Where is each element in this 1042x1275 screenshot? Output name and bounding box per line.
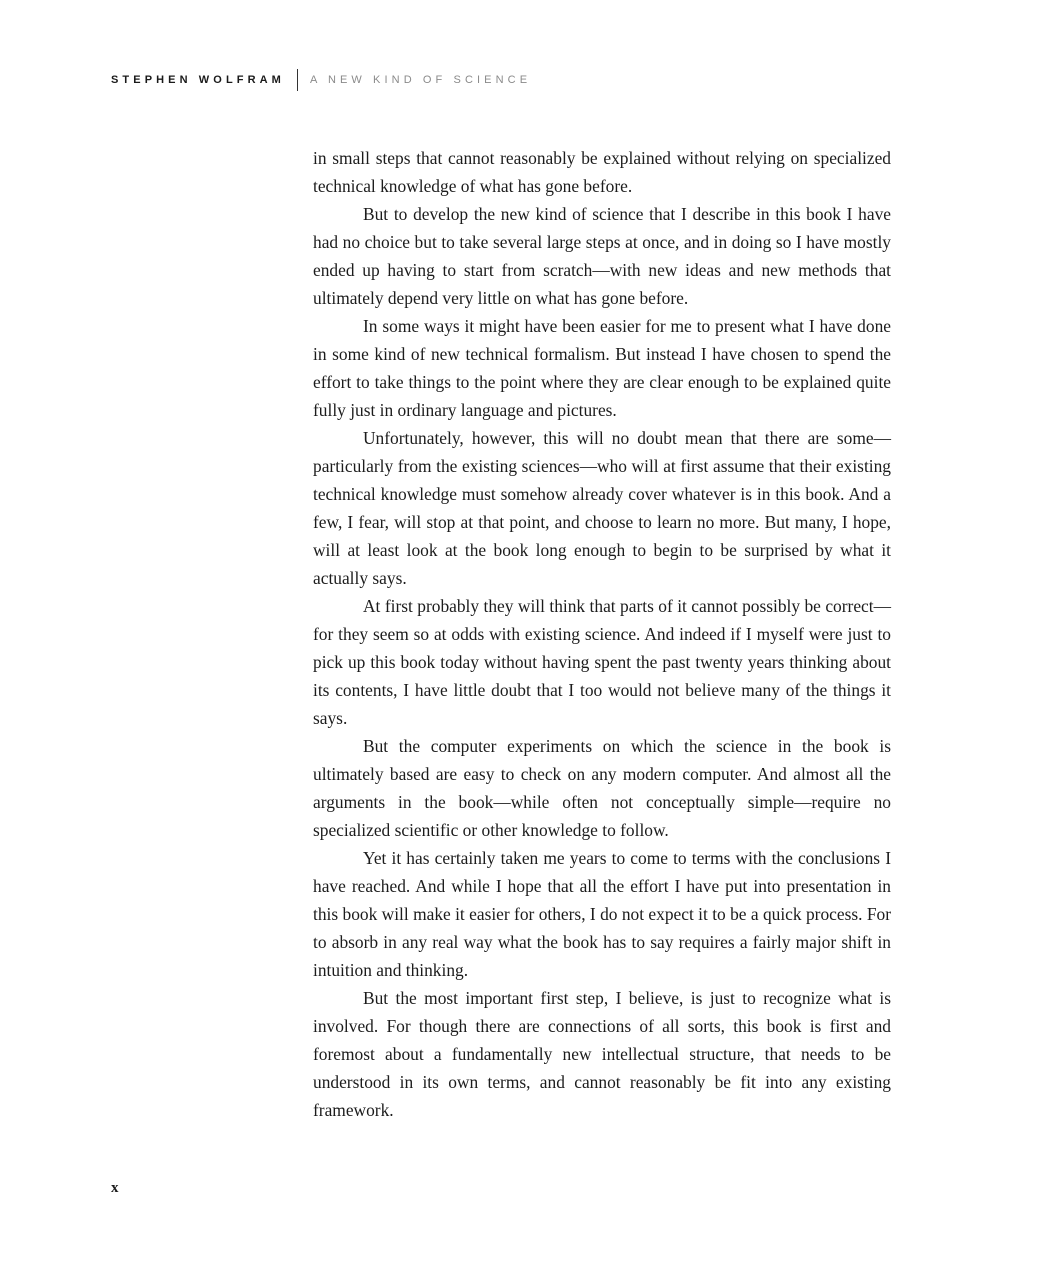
header-divider [297,69,298,91]
paragraph: Unfortunately, however, this will no doubt mean that there are some—particularly from the existing sciences—who will at first assume that their existing technical knowledge must somehow already cover whatever is in this book. And a few, I fear, will stop at that point, and choose to learn no more. But many, I hope, will at least look at the book long enough to begin to be surprised by what it actually says. [313,428,891,588]
paragraph: At first probably they will think that parts of it cannot possibly be correct—for they seem so at odds with existing science. And indeed if I myself were just to pick up this book today without having spent the past twenty years thinking about its contents, I have little doubt that I too would not believe many of the things it says. [313,596,891,728]
running-head [111,68,531,92]
paragraph-continuation: in small steps that cannot reasonably be explained without relying on specialized technical knowledge of what has gone before. [313,148,891,196]
author-name: STEPHEN WOLFRAM [111,74,285,86]
paragraph: Yet it has certainly taken me years to come to terms with the conclusions I have reached. And while I hope that all the effort I have put into presentation in this book will make it easier for others, I do not expect it to be a quick process. For to absorb in any real way what the book has to say requires a fairly major shift in intuition and thinking. [313,848,891,980]
page-number: x [111,1180,119,1196]
paragraph: But to develop the new kind of science that I describe in this book I have had no choice but to take several large steps at once, and in doing so I have mostly ended up having to start from scratch—with new ideas and new methods that ultimately depend very little on what has gone before. [313,204,891,308]
paragraph: But the computer experiments on which the science in the book is ultimately based are easy to check on any modern computer. And almost all the arguments in the book—while often not conceptually simple—require no specialized scientific or other knowledge to follow. [313,736,891,840]
book-title: A NEW KIND OF SCIENCE [309,74,532,86]
body-text [313,144,891,1124]
paragraph: But the most important first step, I believe, is just to recognize what is involved. For though there are connections of all sorts, this book is first and foremost about a fundamentally new intellectual structure, that needs to be understood in its own terms, and cannot reasonably be fit into any existing framework. [313,988,891,1120]
paragraph: In some ways it might have been easier for me to present what I have done in some kind of new technical formalism. But instead I have chosen to spend the effort to take things to the point where they are clear enough to be explained quite fully just in ordinary language and pictures. [313,316,891,420]
